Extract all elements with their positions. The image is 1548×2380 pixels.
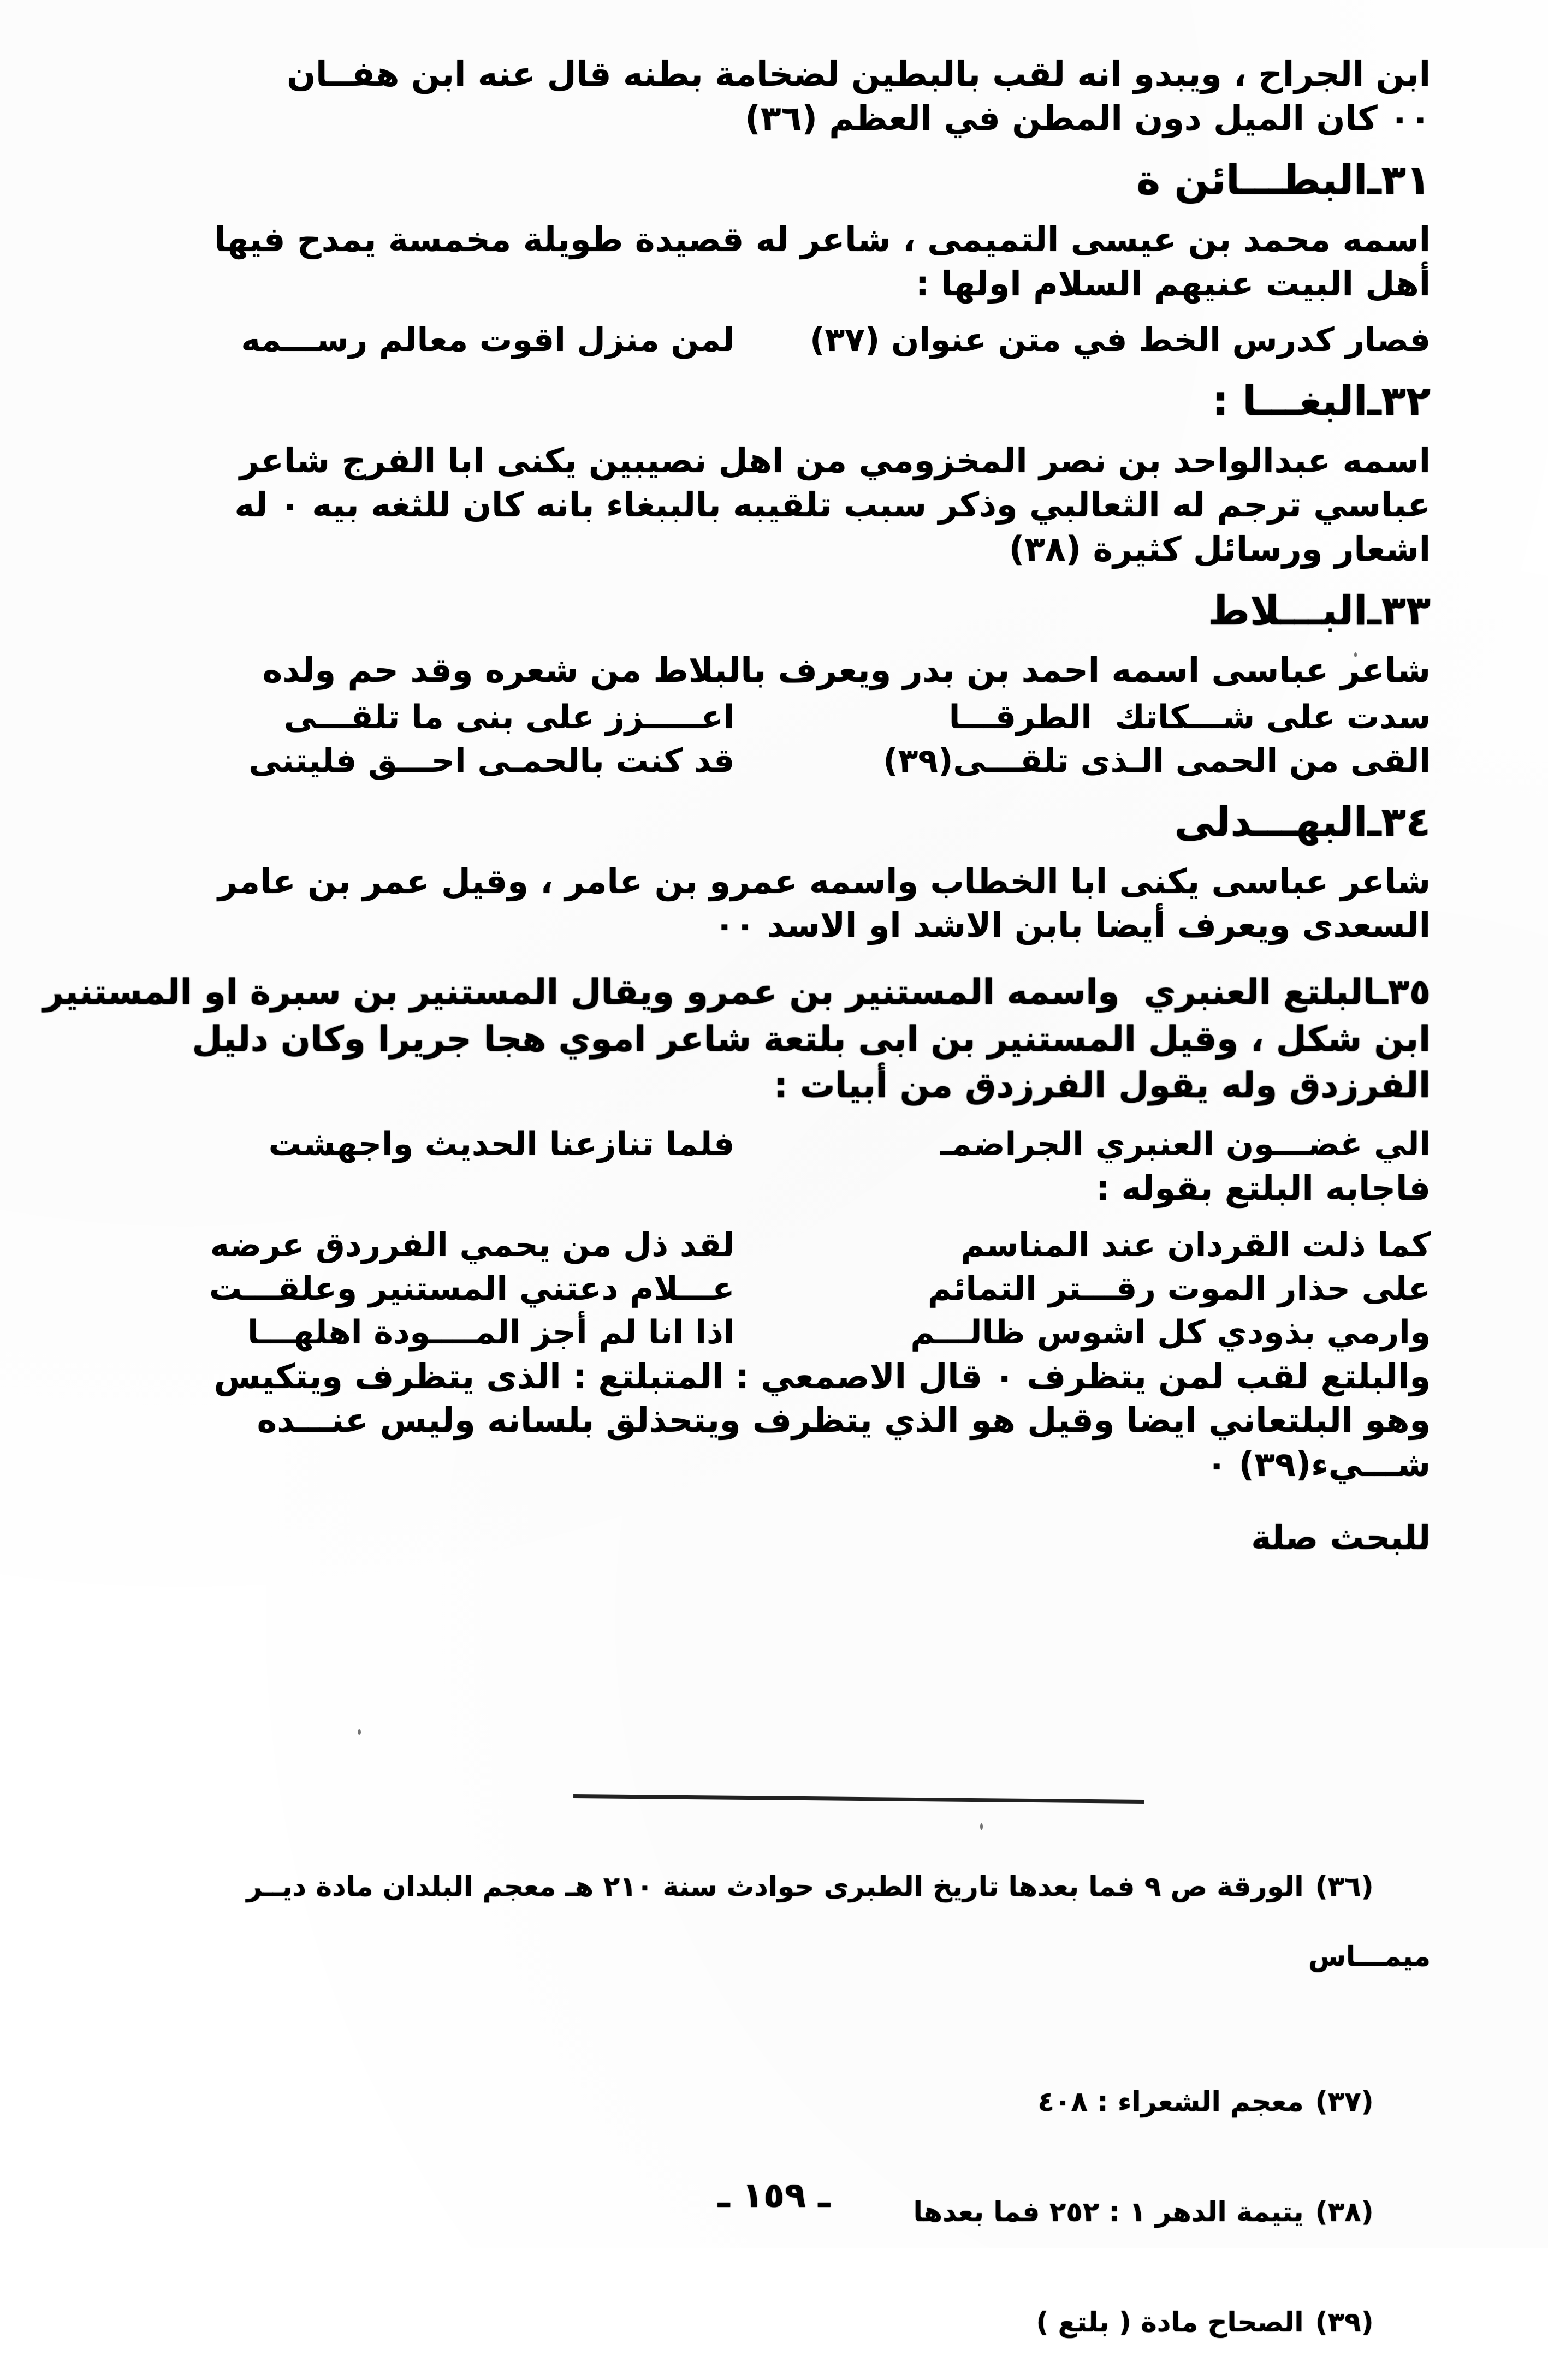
opening-paragraph [117,52,1431,140]
body-line: والبلتع لقب لمن يتظرف ٠ قال الاصمعي : المتبلتع : الذى يتظرف ويتكيس [213,1356,1431,1396]
hemistich-second: الي غضـــون العنبري الجراضمـ [940,1125,1431,1164]
verse-couplet [117,1224,1431,1266]
body-line: ٠٠ كان الميل دون المطن في العظم (٣٦) [745,98,1431,138]
body-line: شاعر عباسى يكنى ابا الخطاب واسمه عمرو بن عامر ، وقيل عمر بن عامر [218,861,1431,901]
footnote-marker: (٣٦) [1315,1871,1374,1902]
closing-note: للبحث صلة [1251,1517,1431,1557]
body-line: شـــيء(٣٩) ٠ [1206,1444,1431,1484]
entry-heading-34 [117,799,1431,846]
entry-31-paragraph [117,218,1431,306]
entry-number: ٣٤ـ [1367,798,1431,846]
footnote-marker: (٣٨) [1315,2196,1374,2228]
body-line: شاعر عباسى اسمه احمد بن بدر ويعرف بالبلاط من شعره وقد حم ولده [262,650,1431,691]
scan-speck [358,1729,361,1735]
entry-heading-31 [117,157,1431,204]
body-line: فاجابه البلتع بقوله : [1096,1168,1431,1209]
scan-speck [980,1823,983,1830]
entry-number: ٣٥ـ [1376,972,1431,1013]
hemistich-first: لقد ذل من يحمي الفرردق عرضه [210,1225,735,1264]
footnote-item [117,2270,1431,2375]
hemistich-second: كما ذلت القردان عند المناسم [960,1225,1431,1264]
footnotes-section [117,1834,1431,2380]
body-line: اسمه محمد بن عيسى التميمى ، شاعر له قصيدة طويلة مخمسة يمدح فيها [214,219,1431,260]
verse-couplet [117,696,1431,739]
page-number: ـ ١٥٩ ـ [717,2175,831,2216]
entry-35-first-line [43,969,1431,1016]
body-line: البلتع العنبري واسمه المستنير بن عمرو ويقال المستنير بن سبرة او المستنير [43,972,1376,1013]
entry-title: البطـــائن ة [1136,157,1368,204]
body-line: وهو البلتعاني ايضا وقيل هو الذي يتظرف ويتحذلق بلسانه وليس عنـــده [257,1400,1431,1441]
footnote-text: معجم الشعراء : ٤٠٨ [1037,2086,1304,2117]
entry-35-closing-paragraph [117,1355,1431,1487]
footnote-item [117,2049,1431,2154]
body-line: ابن شكل ، وقيل المستنير بن ابى بلتعة شاعر اموي هجا جريرا وكان دليل [192,1019,1431,1060]
body-line: عباسي ترجم له الثعالبي وذكر سبب تلقيبه بالببغاء بانه كان للثغه بيه ٠ له [234,484,1431,525]
entry-34-paragraph [117,860,1431,948]
footnote-continuation: ميمـــاس [1308,1941,1431,1972]
entry-heading-33 [117,587,1431,634]
entry-number: ٣١ـ [1367,157,1431,204]
hemistich-second: سدت على شـــكاتك الطرقـــا [948,698,1431,736]
body-line: السعدى ويعرف أيضا بابن الاشد او الاسد ٠٠ [714,905,1431,945]
closing-note-row [117,1518,1431,1557]
verse-couplet [117,1268,1431,1310]
hemistich-first: اعـــــزز على بنى ما تلقـــى [283,698,735,736]
body-line: اشعار ورسائل كثيرة (٣٨) [1009,528,1431,569]
hemistich-first: فلما تنازعنا الحديث واجهشت [268,1125,735,1164]
entry-title: البـــلاط [1208,587,1368,635]
entry-35-interlude [117,1167,1431,1211]
entry-number: ٣٣ـ [1367,587,1431,635]
body-line: ابن الجراح ، ويبدو انه لقب بالبطين لضخامة بطنه قال عنه ابن هفــان [287,54,1431,94]
hemistich-second: القى من الحمى الـذى تلقـــى(٣٩) [883,741,1431,780]
hemistich-first: عـــلام دعتني المستنير وعلقـــت [209,1269,735,1308]
hemistich-second: وارمي بذودي كل اشوس ظالـــم [910,1313,1431,1352]
verse-couplet [117,1311,1431,1354]
page-body [43,52,1431,1557]
footnote-text: الورقة ص ٩ فما بعدها تاريخ الطبرى حوادث سنة ٢١٠ هـ معجم البلدان مادة ديــر [246,1871,1304,1902]
footnote-text: يتيمة الدهر ١ : ٢٥٢ فما بعدها [913,2196,1304,2228]
entry-title: البغـــا : [1212,378,1368,425]
footnote-item [117,1834,1431,2044]
footnote-marker: (٣٩) [1315,2306,1374,2338]
footnote-separator [573,1794,1144,1804]
entry-heading-32 [117,378,1431,425]
hemistich-first: قد كنت بالحمـى احـــق فليتنى [248,741,735,780]
footnote-marker: (٣٧) [1315,2086,1374,2117]
body-line: الفرزدق وله يقول الفرزدق من أبيات : [774,1066,1431,1106]
entry-35-block [43,969,1431,1110]
entry-number: ٣٢ـ [1367,378,1431,425]
body-line: اسمه عبدالواحد بن نصر المخزومي من اهل نصيبين يكنى ابا الفرج شاعر [239,441,1431,481]
hemistich-first: اذا انا لم أجز المــــودة اهلهـــا [247,1313,735,1352]
hemistich-first: لمن منزل اقوت معالم رســـمه [241,321,735,360]
verse-couplet [117,740,1431,782]
footnote-text: الصحاح مادة ( بلتع ) [1036,2306,1304,2338]
entry-title: البهـــدلى [1174,798,1368,846]
body-line: أهل البيت عنيهم السلام اولها : [915,263,1431,304]
verse-couplet [117,319,1431,361]
entry-32-paragraph [117,439,1431,571]
hemistich-second: فصار كدرس الخط في متن عنوان (٣٧) [810,321,1431,360]
hemistich-second: على حذار الموت رقـــتر التمائم [927,1269,1431,1308]
entry-33-paragraph [117,648,1431,693]
verse-couplet [117,1123,1431,1165]
